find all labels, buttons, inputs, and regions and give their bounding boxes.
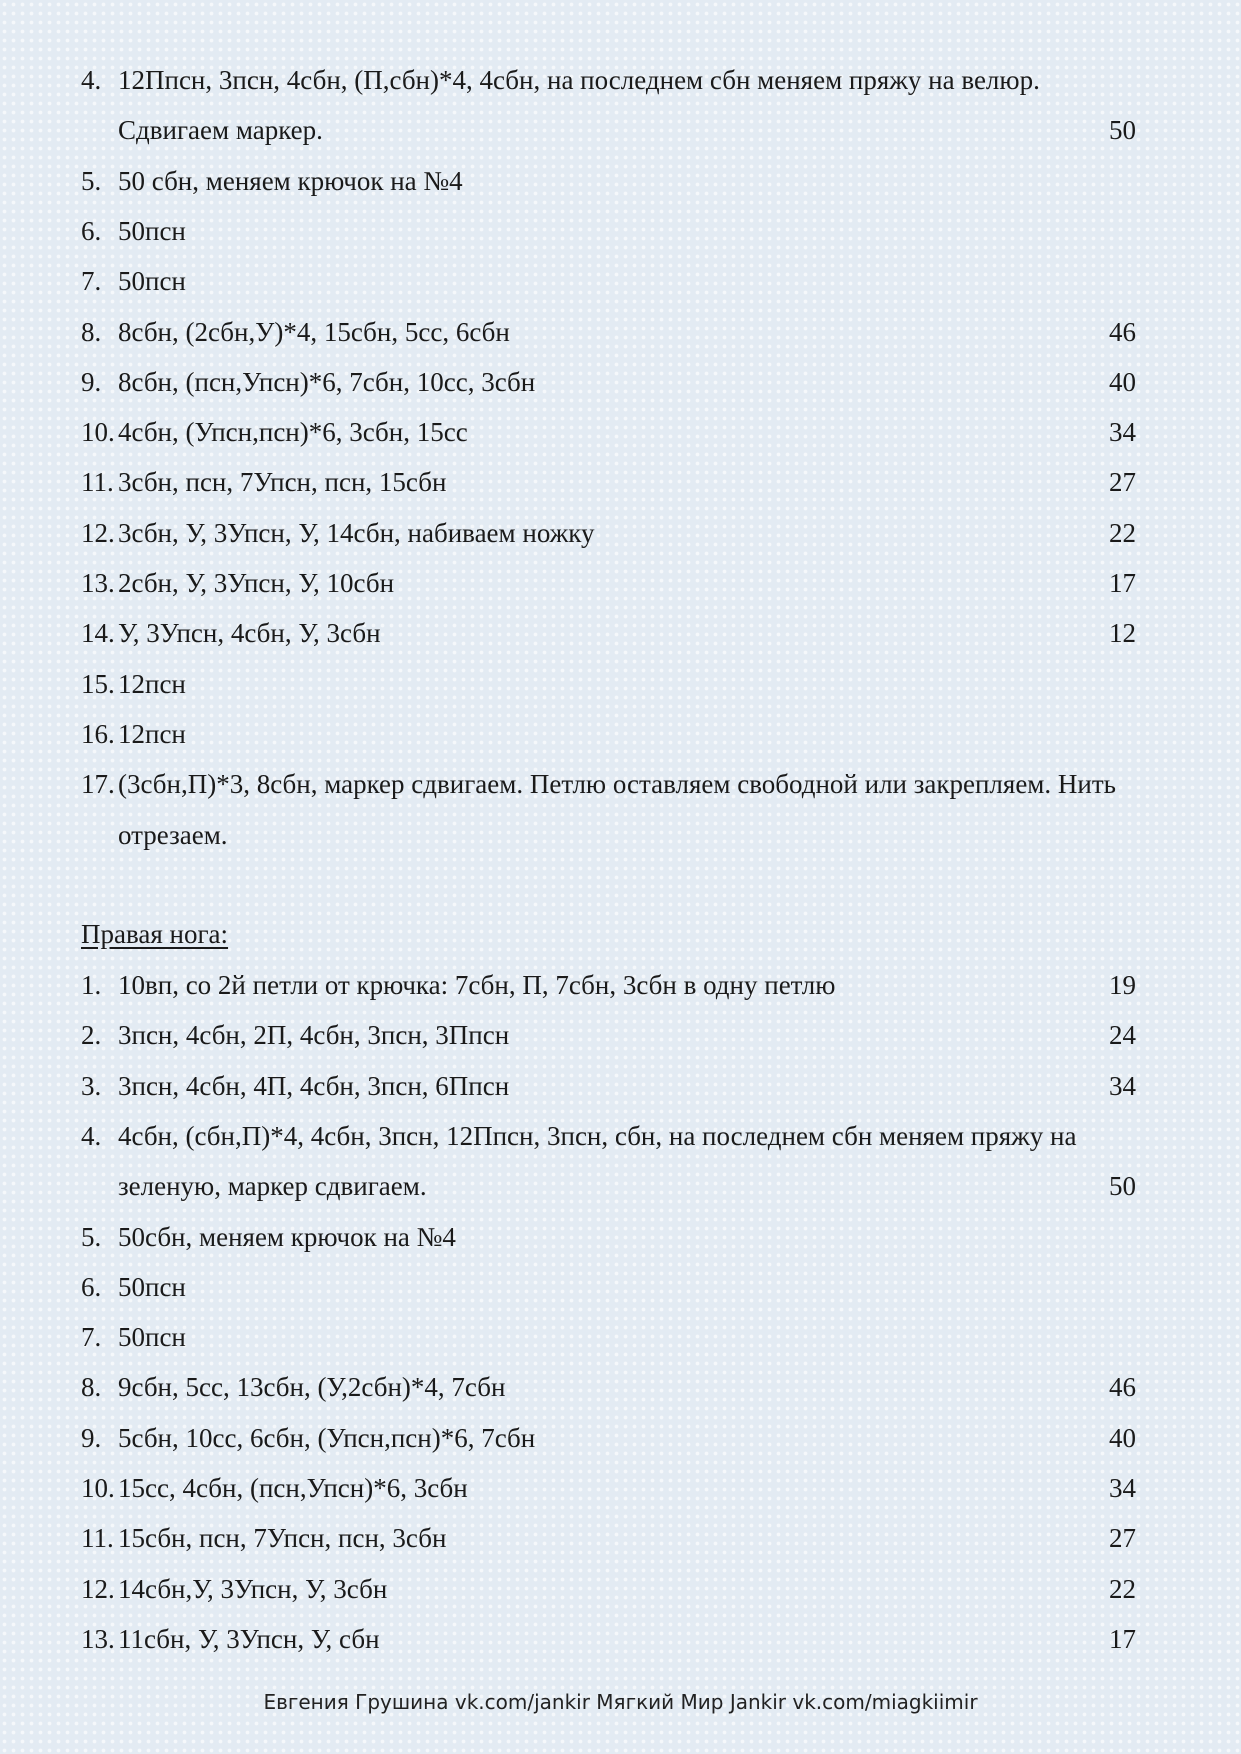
row-number: 6. <box>81 1271 102 1302</box>
stitch-count: 22 <box>1109 1573 1136 1604</box>
stitch-count: 34 <box>1109 1070 1136 1101</box>
stitch-count: 40 <box>1109 1422 1136 1453</box>
instruction-row <box>0 1463 1241 1513</box>
row-instruction: 5сбн, 10сс, 6сбн, (Упсн,псн)*6, 7сбн <box>118 1422 536 1453</box>
stitch-count: 50 <box>1109 115 1136 146</box>
row-instruction: 8сбн, (2сбн,У)*4, 15сбн, 5сс, 6сбн <box>118 316 510 347</box>
row-instruction: 3псн, 4сбн, 4П, 4сбн, 3псн, 6Ппсн <box>118 1070 510 1101</box>
row-number: 11. <box>81 467 114 498</box>
footer-credits: Евгения Грушина vk.com/jankir Мягкий Мир Jankir vk.com/miagkiimir <box>263 1690 978 1714</box>
stitch-count: 34 <box>1109 1473 1136 1503</box>
row-instruction: 50псн <box>118 1271 186 1302</box>
row-instruction: зеленую, маркер сдвигаем. <box>118 1171 427 1202</box>
row-number: 7. <box>81 266 102 297</box>
stitch-count: 19 <box>1109 970 1136 1000</box>
instruction-row <box>0 709 1241 759</box>
row-number: 5. <box>81 165 102 196</box>
row-number: 10. <box>81 1473 115 1503</box>
row-instruction: 50псн <box>118 266 186 297</box>
row-number: 9. <box>81 366 102 397</box>
instruction-row <box>0 156 1241 206</box>
row-instruction: 11сбн, У, 3Упсн, У, сбн <box>118 1623 380 1654</box>
row-number: 13. <box>81 568 115 598</box>
row-instruction: 12псн <box>118 668 186 699</box>
row-number: 3. <box>81 1070 102 1101</box>
stitch-count: 50 <box>1109 1171 1136 1202</box>
stitch-count: 12 <box>1109 618 1136 649</box>
row-instruction: 12Ппсн, 3псн, 4сбн, (П,сбн)*4, 4сбн, на последнем сбн меняем пряжу на велюр. <box>118 65 1040 95</box>
row-number: 4. <box>81 1120 102 1151</box>
right-leg-heading: Правая нога: <box>81 919 229 949</box>
instruction-row <box>0 508 1241 558</box>
row-number: 8. <box>81 1372 102 1403</box>
instruction-row <box>0 457 1241 507</box>
row-instruction: Сдвигаем маркер. <box>118 115 323 146</box>
instruction-row <box>0 1111 1241 1161</box>
stitch-count: 24 <box>1109 1020 1136 1051</box>
row-number: 12. <box>81 1573 115 1604</box>
stitch-count: 27 <box>1109 1523 1136 1554</box>
row-instruction: 3сбн, У, 3Упсн, У, 14сбн, набиваем ножку <box>118 517 595 548</box>
row-instruction: У, 3Упсн, 4сбн, У, 3сбн <box>118 618 381 649</box>
instruction-row <box>0 55 1241 105</box>
instruction-row <box>0 608 1241 658</box>
row-instruction: (3сбн,П)*3, 8сбн, маркер сдвигаем. Петлю оставляем свободной или закрепляем. Нить <box>118 769 1116 800</box>
row-instruction: отрезаем. <box>118 819 228 850</box>
row-number: 11. <box>81 1523 114 1554</box>
stitch-count: 17 <box>1109 1623 1136 1654</box>
instruction-row <box>0 1061 1241 1111</box>
instruction-row <box>0 357 1241 407</box>
stitch-count: 22 <box>1109 517 1136 548</box>
instruction-row <box>0 256 1241 306</box>
instruction-row <box>0 1413 1241 1463</box>
instruction-row <box>0 307 1241 357</box>
row-instruction: 50псн <box>118 215 186 246</box>
row-number: 17. <box>81 769 115 800</box>
row-number: 14. <box>81 618 115 649</box>
row-number: 5. <box>81 1221 102 1252</box>
instruction-row <box>0 960 1241 1010</box>
instruction-row <box>0 1010 1241 1060</box>
row-instruction: 3псн, 4сбн, 2П, 4сбн, 3псн, 3Ппсн <box>118 1020 510 1051</box>
instruction-row <box>0 1161 1241 1211</box>
instruction-row <box>0 105 1241 155</box>
instruction-row <box>0 1362 1241 1412</box>
row-number: 16. <box>81 718 115 749</box>
row-number: 8. <box>81 316 102 347</box>
row-number: 6. <box>81 215 102 246</box>
stitch-count: 46 <box>1109 316 1136 347</box>
row-number: 15. <box>81 668 115 699</box>
row-instruction: 10вп, со 2й петли от крючка: 7сбн, П, 7сбн, 3сбн в одну петлю <box>118 970 836 1000</box>
row-instruction: 14сбн,У, 3Упсн, У, 3сбн <box>118 1573 388 1604</box>
row-instruction: 15сбн, псн, 7Упсн, псн, 3сбн <box>118 1523 447 1554</box>
row-instruction: 4сбн, (Упсн,псн)*6, 3сбн, 15сс <box>118 417 468 448</box>
row-number: 10. <box>81 417 115 448</box>
stitch-count: 46 <box>1109 1372 1136 1403</box>
row-instruction: 15сс, 4сбн, (псн,Упсн)*6, 3сбн <box>118 1473 468 1503</box>
instruction-row <box>0 810 1241 860</box>
instruction-row <box>0 1564 1241 1614</box>
row-number: 9. <box>81 1422 102 1453</box>
instruction-row <box>0 1312 1241 1362</box>
instruction-row <box>0 1262 1241 1312</box>
instruction-row <box>0 1513 1241 1563</box>
instruction-row <box>0 206 1241 256</box>
instruction-row <box>0 759 1241 809</box>
row-instruction: 12псн <box>118 718 186 749</box>
instruction-row <box>0 1614 1241 1664</box>
row-instruction: 9сбн, 5сс, 13сбн, (У,2сбн)*4, 7сбн <box>118 1372 506 1403</box>
instruction-row <box>0 1212 1241 1262</box>
stitch-count: 17 <box>1109 568 1136 598</box>
row-number: 13. <box>81 1623 115 1654</box>
row-instruction: 2сбн, У, 3Упсн, У, 10сбн <box>118 568 395 598</box>
stitch-count: 27 <box>1109 467 1136 498</box>
stitch-count: 40 <box>1109 366 1136 397</box>
instruction-row <box>0 558 1241 608</box>
row-number: 12. <box>81 517 115 548</box>
row-number: 7. <box>81 1322 102 1353</box>
row-instruction: 3сбн, псн, 7Упсн, псн, 15сбн <box>118 467 447 498</box>
row-number: 1. <box>81 970 102 1000</box>
instruction-row <box>0 659 1241 709</box>
row-instruction: 50 сбн, меняем крючок на №4 <box>118 165 463 196</box>
row-instruction: 50псн <box>118 1322 186 1353</box>
stitch-count: 34 <box>1109 417 1136 448</box>
row-instruction: 4сбн, (сбн,П)*4, 4сбн, 3псн, 12Ппсн, 3псн, сбн, на последнем сбн меняем пряжу на <box>118 1120 1077 1151</box>
instruction-row <box>0 407 1241 457</box>
row-instruction: 50сбн, меняем крючок на №4 <box>118 1221 456 1252</box>
row-number: 2. <box>81 1020 102 1051</box>
row-instruction: 8сбн, (псн,Упсн)*6, 7сбн, 10сс, 3сбн <box>118 366 536 397</box>
row-number: 4. <box>81 65 102 95</box>
